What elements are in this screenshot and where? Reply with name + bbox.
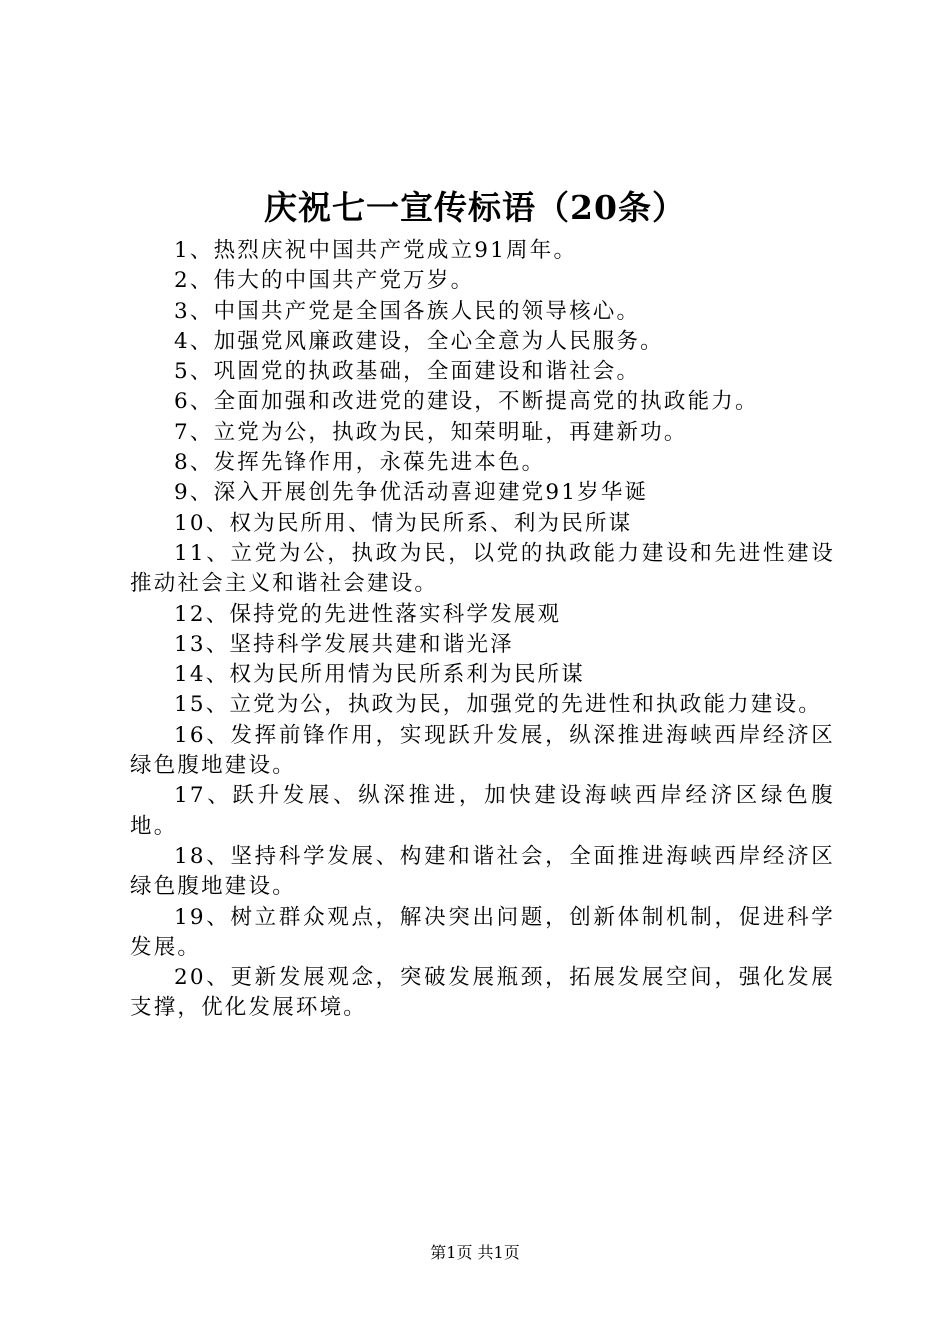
list-item: 13、坚持科学发展共建和谐光泽 (174, 631, 514, 657)
list-item: 11、立党为公，执政为民，以党的执政能力建设和先进性建设推动社会主义和谐社会建设。 (130, 540, 835, 597)
list-item: 17、跃升发展、纵深推进，加快建设海峡西岸经济区绿色腹地。 (130, 783, 835, 839)
page-footer: 第1页 共1页 (430, 1243, 520, 1262)
list-item: 12、保持党的先进性落实科学发展观 (174, 601, 562, 627)
list-item: 3、中国共产党是全国各族人民的领导核心。 (174, 298, 641, 324)
list-item: 5、巩固党的执政基础，全面建设和谐社会。 (174, 359, 641, 385)
list-item: 16、发挥前锋作用，实现跃升发展，纵深推进海峡西岸经济区绿色腹地建设。 (130, 722, 835, 779)
list-item: 2、伟大的中国共产党万岁。 (174, 268, 475, 294)
list-item: 8、发挥先锋作用，永葆先进本色。 (174, 450, 546, 476)
list-item: 20、更新发展观念，突破发展瓶颈，拓展发展空间，强化发展支撑，优化发展环境。 (130, 965, 835, 1021)
list-item: 15、立党为公，执政为民，加强党的先进性和执政能力建设。 (174, 692, 822, 718)
list-item: 6、全面加强和改进党的建设，不断提高党的执政能力。 (174, 389, 759, 415)
list-item: 18、坚持科学发展、构建和谐社会，全面推进海峡西岸经济区绿色腹地建设。 (130, 843, 835, 900)
list-item: 19、树立群众观点，解决突出问题，创新体制机制，促进科学发展。 (130, 904, 835, 960)
list-item: 10、权为民所用、情为民所系、利为民所谋 (174, 510, 633, 536)
list-item: 4、加强党风廉政建设，全心全意为人民服务。 (174, 328, 664, 354)
list-item: 1、热烈庆祝中国共产党成立91周年。 (174, 238, 578, 263)
list-item: 14、权为民所用情为民所系利为民所谋 (174, 662, 585, 688)
document-title: 庆祝七一宣传标语（20条） (264, 188, 686, 227)
list-item: 9、深入开展创先争优活动喜迎建党91岁华诞 (174, 480, 649, 506)
slogan-list (130, 236, 835, 1024)
list-item: 7、立党为公，执政为民，知荣明耻，再建新功。 (174, 419, 688, 445)
